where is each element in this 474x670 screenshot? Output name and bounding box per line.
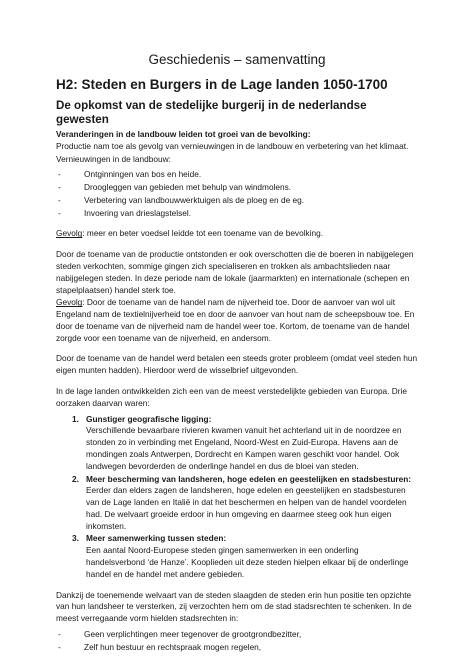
- cause-item: [56, 533, 418, 580]
- cause-item: [56, 474, 418, 533]
- list-item-text: Ontginningen van bos en heide.: [84, 169, 202, 180]
- document-title: Geschiedenis – samenvatting: [148, 52, 326, 67]
- list-item-text: Verbetering van landbouwwerktuigen als de ploeg en de eg.: [84, 194, 305, 205]
- dash-bullet: -: [58, 194, 61, 205]
- cause-label: Meer bescherming van landsheren, hoge edelen en geestelijken en stadsbesturen:: [86, 473, 412, 484]
- cause-text: Een aantal Noord-Europese steden gingen samenwerken in een onderling handelsverbond ‘de Hanze’. Kooplieden uit deze steden hielpen elkaar bij de onderlinge handel en de handel met andere gebieden.: [86, 545, 409, 579]
- list-item: [56, 208, 418, 220]
- gevolg-label: Gevolg: [56, 297, 83, 308]
- list-item: [56, 629, 418, 641]
- gevolg-paragraph-1: [56, 228, 418, 240]
- dash-bullet: -: [58, 169, 61, 180]
- cause-item: [56, 414, 418, 473]
- urbanisation-paragraph: In de lage landen ontwikkelden zich een van de meest verstedelijkte gebieden van Europa. Drie oorzaken daarvan waren:: [56, 386, 407, 408]
- intro-paragraph: Productie nam toe als gevolg van vernieuwingen in de landbouw en verbetering van het klimaat.: [56, 140, 409, 151]
- cause-number: 1.: [72, 413, 79, 424]
- list-item-text: Droogleggen van gebieden met behulp van windmolens.: [84, 182, 292, 193]
- subsection-heading: Veranderingen in de landbouw leiden tot groei van de bevolking:: [56, 128, 311, 139]
- cause-number: 3.: [72, 533, 79, 544]
- dash-bullet: -: [58, 641, 61, 652]
- gevolg-text: : Door de toename van de handel nam de nijverheid toe. Door de aanvoer van wol uit Engeland nam de textielnijverheid toe en door de aanvoer van hout nam de scheepsbouw toe. En door de toename van de nijverheid nam de handel weer toe. Kortom, de toename van de handel zorgde voor een toename van de nijverheid, en andersom.: [56, 297, 415, 343]
- list-item-text: Geen verplichtingen meer tegenover de grootgrondbezitter,: [84, 628, 302, 639]
- list-item-text: Invoering van drieslagstelsel.: [84, 207, 191, 218]
- production-paragraph: Door de toename van de productie ontstonden er ook overschotten die de boeren in nabijgelegen steden verkochten, sommige gingen zich specialiseren en trokken als ambachtslieden naar nabijgelegen steden. In deze periode nam de lokale (jaarmarkten) en internationale (schepen en stapelplaatsen) handel sterk toe.: [56, 249, 414, 295]
- cause-text: Eerder dan elders zagen de landsheren, hoge edelen en geestelijken en stadsbesturen van de Lage landen en Italië in dat het beschermen en helpen van de handel voordelen had. De welvaart groeide erdoor in hun omgeving en daarmee steeg ook hun eigen inkomsten.: [86, 485, 407, 531]
- cause-number: 2.: [72, 473, 79, 484]
- payment-paragraph: Door de toename van de handel werd betalen een steeds groter probleem (omdat veel steden hun eigen munten hadden). Hierdoor werd de wisselbrief uitgevonden.: [56, 353, 418, 376]
- gevolg-label: Gevolg: [56, 228, 83, 239]
- dash-bullet: -: [58, 182, 61, 193]
- cause-label: Gunstiger geografische ligging:: [86, 413, 212, 424]
- intro-paragraph-2: Vernieuwingen in de landbouw:: [56, 153, 171, 164]
- gevolg-text: : meer en beter voedsel leidde tot een toename van de bevolking.: [82, 228, 324, 239]
- dash-bullet: -: [58, 207, 61, 218]
- list-item: [56, 169, 418, 181]
- chapter-heading: H2: Steden en Burgers in de Lage landen 1050-1700: [56, 77, 388, 92]
- list-item-text: Zelf hun bestuur en rechtspraak mogen regelen,: [84, 641, 262, 652]
- dash-bullet: -: [58, 628, 61, 639]
- gevolg-paragraph-2: [56, 297, 418, 344]
- innovations-list: [56, 169, 418, 219]
- city-rights-paragraph: Dankzij de toenemende welvaart van de steden slaagden de steden erin hun positie ten opzichte van hun landsheer te versterken, zij verzochten hem om de stad stadsrechten te schenken. In de meest verregaande vorm hielden stadsrechten in:: [56, 589, 412, 624]
- cause-text: Verschillende bevaarbare rivieren kwamen vanuit het achterland uit in de noordzee en stonden zo in verbinding met Engeland, Noord-West en Zuid-Europa. Havens aan de mondingen zoals Antwerpen, Dordrecht en Kampen waren geschikt voor handel. Ook landwegen bevorderden de onderlinge handel en dus de bloei van steden.: [86, 425, 402, 471]
- causes-list: [56, 414, 418, 581]
- cause-label: Meer samenwerking tussen steden:: [86, 533, 227, 544]
- section-heading: De opkomst van de stedelijke burgerij in de nederlandse gewesten: [56, 99, 367, 127]
- list-item: [56, 642, 418, 654]
- list-item: [56, 182, 418, 194]
- list-item: [56, 195, 418, 207]
- city-rights-list: [56, 629, 418, 654]
